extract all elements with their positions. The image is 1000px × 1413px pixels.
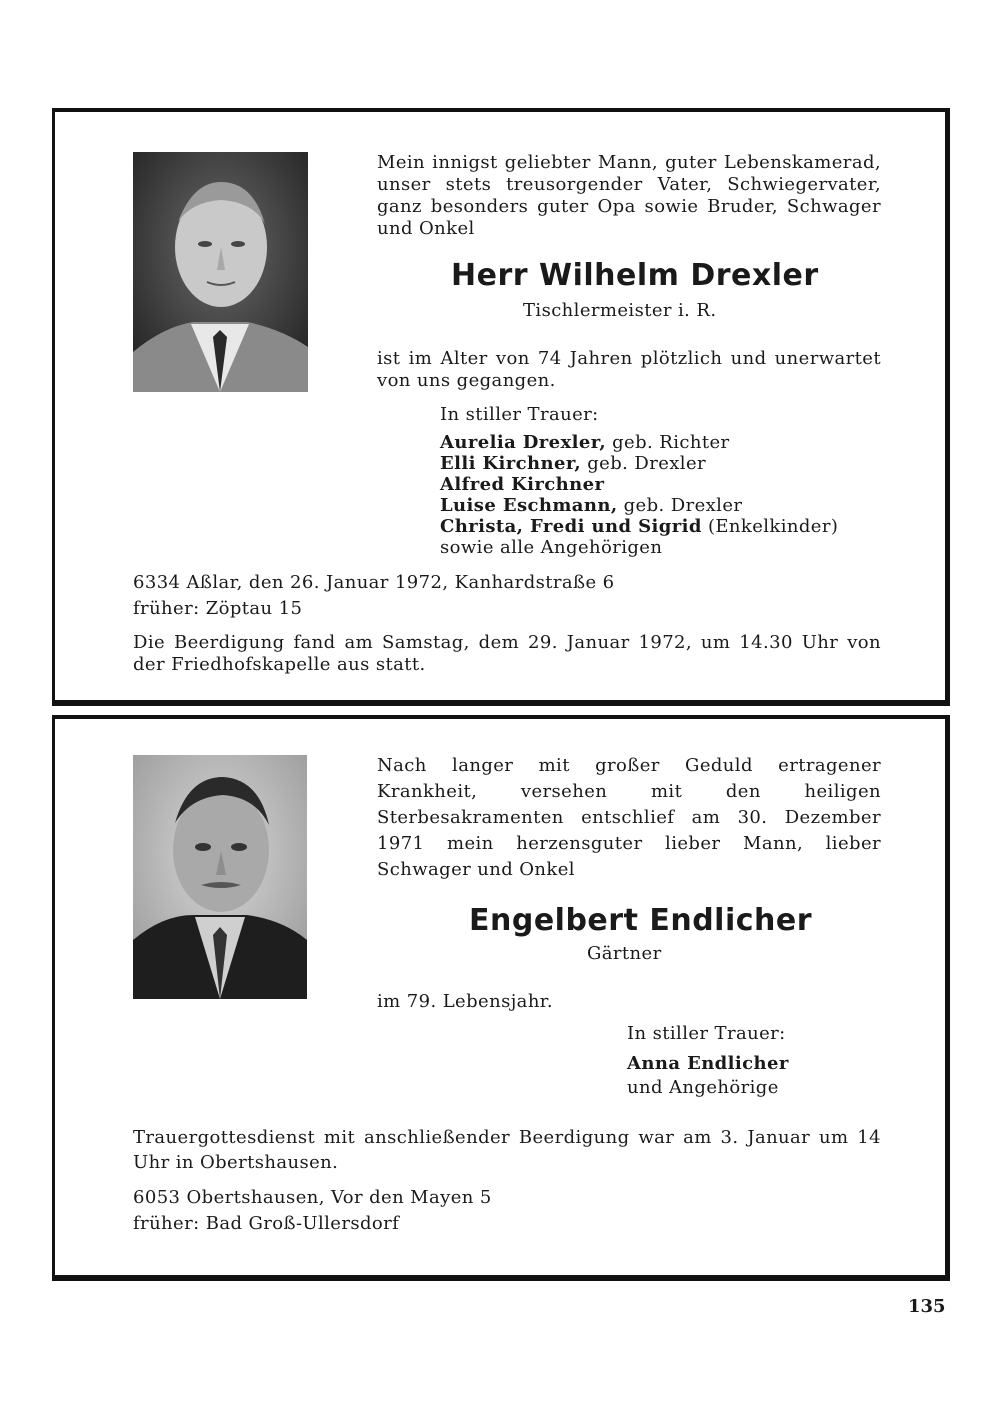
mourners-list [440, 432, 838, 558]
mourner-name: Alfred Kirchner [440, 474, 605, 495]
former-address: früher: Bad Groß-Ullersdorf [133, 1213, 400, 1234]
death-text: ist im Alter von 74 Jahren plötzlich und unerwartet von uns gegangen. [377, 348, 881, 391]
mourner-name: Aurelia Drexler, [440, 432, 607, 453]
address: 6334 Aßlar, den 26. Januar 1972, Kanhardstraße 6 [133, 572, 615, 593]
funeral-text: Die Beerdigung fand am Samstag, dem 29. Januar 1972, um 14.30 Uhr von der Friedhofskapelle aus statt. [133, 632, 881, 675]
intro-text: Mein innigst geliebter Mann, guter Lebenskamerad, unser stets treusorgender Vater, Schwiegervater, ganz besonders guter Opa sowie Bruder, Schwager und Onkel [377, 152, 881, 239]
mourner-line [440, 474, 838, 495]
deceased-name: Herr Wilhelm Drexler [451, 258, 819, 293]
mourner-name: Luise Eschmann, [440, 495, 618, 516]
service-text: Trauergottesdienst mit anschließender Beerdigung war am 3. Januar um 14 Uhr in Obertshausen. [133, 1127, 881, 1173]
age-text: im 79. Lebensjahr. [377, 991, 553, 1012]
mourner-name: Elli Kirchner, [440, 453, 582, 474]
mourner-line [440, 453, 838, 474]
mourner-line [440, 516, 838, 537]
mourner-line [440, 432, 838, 453]
portrait-photo-drexler [133, 152, 308, 392]
mourner-name: Anna Endlicher [627, 1053, 789, 1074]
mourner-note: geb. Drexler [617, 495, 743, 516]
page-number: 135 [908, 1296, 946, 1317]
occupation: Gärtner [587, 943, 662, 964]
portrait-endlicher-image [133, 755, 307, 999]
former-address: früher: Zöptau 15 [133, 598, 303, 619]
intro-text: Nach langer mit großer Geduld ertragener Krankheit, versehen mit den heiligen Sterbesakramenten entschlief am 30. Dezember 1971 mein herzensguter lieber Mann, lieber Schwager und Onkel [377, 755, 881, 880]
address: 6053 Obertshausen, Vor den Mayen 5 [133, 1187, 492, 1208]
mourners-tail: sowie alle Angehörigen [440, 537, 663, 558]
mourner-line [440, 495, 838, 516]
mourning-heading: In stiller Trauer: [627, 1023, 786, 1044]
mourning-heading: In stiller Trauer: [440, 404, 599, 425]
mourner-note: geb. Drexler [581, 453, 707, 474]
portrait-drexler-image [133, 152, 308, 392]
mourner-note: geb. Richter [606, 432, 730, 453]
mourner-note: (Enkelkinder) [701, 516, 839, 537]
obituary-notice-endlicher [52, 715, 950, 1281]
mourner-name: Christa, Fredi und Sigrid [440, 516, 702, 537]
deceased-name: Engelbert Endlicher [469, 903, 813, 938]
portrait-photo-endlicher [133, 755, 307, 999]
mourners-tail: und Angehörige [627, 1077, 779, 1098]
occupation: Tischlermeister i. R. [523, 300, 717, 321]
obituary-notice-drexler [52, 108, 950, 706]
